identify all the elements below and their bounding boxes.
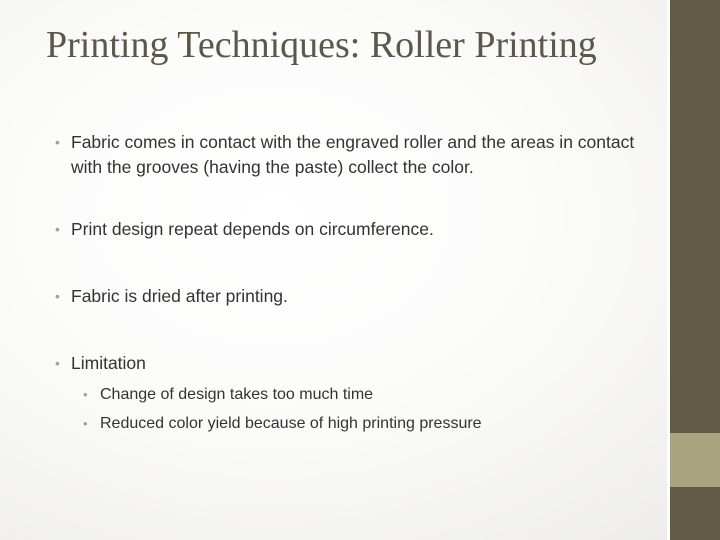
bullet-text: Fabric is dried after printing. xyxy=(71,286,288,306)
bullet-text: Fabric comes in contact with the engraved roller and the areas in contact with the grooves (having the paste) collect the color. xyxy=(71,132,635,177)
sub-bullet-list xyxy=(71,380,655,438)
sub-bullet-dot-icon: • xyxy=(83,416,88,431)
sub-bullet-item xyxy=(77,409,655,438)
sub-bullet-text: Reduced color yield because of high printing pressure xyxy=(100,415,482,432)
bullet-item xyxy=(55,217,655,242)
bullet-dot-icon: • xyxy=(55,134,60,150)
sub-bullet-dot-icon: • xyxy=(83,387,88,402)
bullet-item xyxy=(55,284,655,309)
bullet-dot-icon: • xyxy=(55,355,60,371)
bullet-dot-icon: • xyxy=(55,288,60,304)
bullet-list xyxy=(55,130,655,438)
bullet-text: Print design repeat depends on circumference. xyxy=(71,219,434,239)
bullet-item xyxy=(55,130,655,180)
bullet-text: Limitation xyxy=(71,353,146,373)
sub-bullet-item xyxy=(77,380,655,409)
bullet-item xyxy=(55,351,655,438)
slide-title: Printing Techniques: Roller Printing xyxy=(46,24,597,66)
accent-block xyxy=(670,433,720,487)
sub-bullet-text: Change of design takes too much time xyxy=(100,386,374,403)
bullet-dot-icon: • xyxy=(55,221,60,237)
